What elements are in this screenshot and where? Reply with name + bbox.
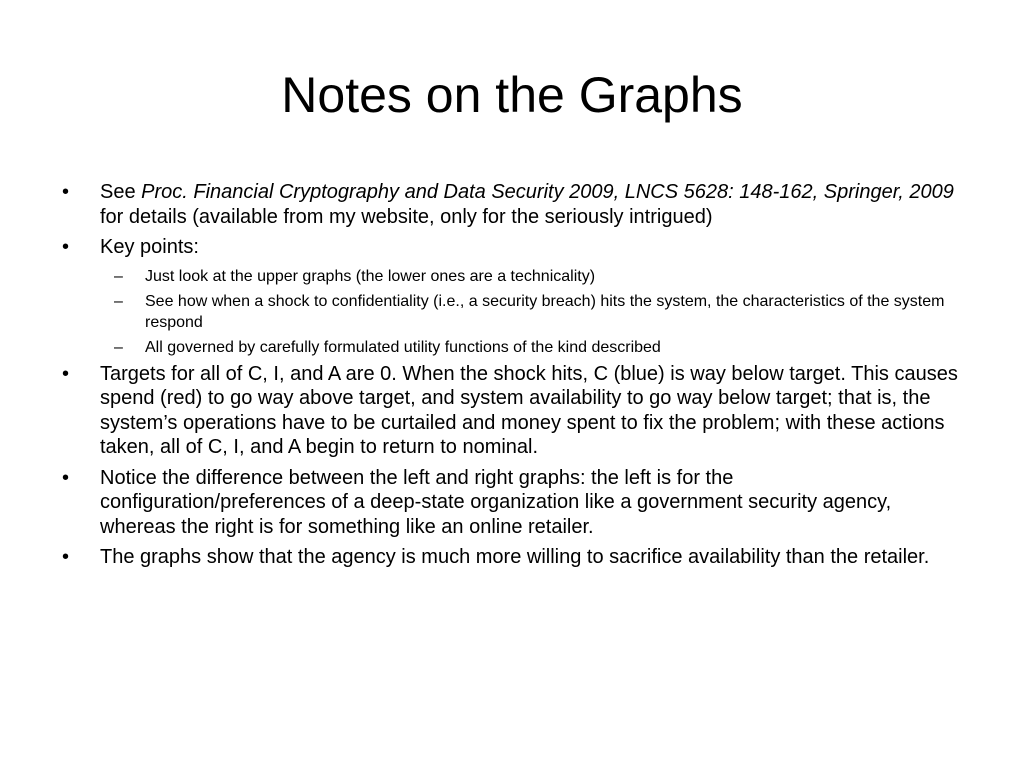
bullet-marker: • xyxy=(62,466,70,489)
bullet-conclusion xyxy=(62,545,962,570)
bullet-marker: • xyxy=(62,362,70,385)
subbullet-marker: – xyxy=(114,338,123,356)
bullet-targets xyxy=(62,362,962,460)
bullet-prefix: See xyxy=(100,181,142,203)
subbullet-shock-response xyxy=(62,291,962,333)
bullet-marker: • xyxy=(62,236,70,258)
subbullet-marker: – xyxy=(114,292,123,310)
subbullet-text: See how when a shock to confidentiality (i.e., a security breach) hits the system, the characteristics of the system respond xyxy=(145,292,945,331)
subbullet-text: Just look at the upper graphs (the lower ones are a technicality) xyxy=(145,267,596,285)
slide-title: Notes on the Graphs xyxy=(281,67,743,123)
subbullet-utility-functions xyxy=(62,337,962,358)
bullet-text: The graphs show that the agency is much more willing to sacrifice availability than the retailer. xyxy=(100,546,930,568)
subbullet-marker: – xyxy=(114,267,123,285)
bullet-text: Key points: xyxy=(100,236,199,258)
bullet-reference xyxy=(62,180,962,229)
bullet-suffix: for details (available from my website, only for the seriously intrigued) xyxy=(100,205,713,228)
bullet-text: Targets for all of C, I, and A are 0. When the shock hits, C (blue) is way below target. This causes spend (red) to go way above target, and system availability to go way below target; that is, the system’s operations have to be curtailed and money spent to fix the problem; with these actions taken, all of C, I, and A begin to return to nominal. xyxy=(100,362,958,458)
citation-text: Proc. Financial Cryptography and Data Security 2009, LNCS 5628: 148-162, Springer, 2009 xyxy=(141,181,954,203)
bullet-text: Notice the difference between the left and right graphs: the left is for the configuration/preferences of a deep-state organization like a government security agency, whereas the right is for something like an online retailer. xyxy=(100,466,892,538)
subbullet-upper-graphs xyxy=(62,266,962,287)
bullet-left-right-difference xyxy=(62,466,962,540)
subbullet-text: All governed by carefully formulated utility functions of the kind described xyxy=(145,338,661,356)
bullet-marker: • xyxy=(62,181,70,203)
bullet-marker: • xyxy=(62,546,70,568)
slide-body xyxy=(62,180,962,576)
bullet-key-points xyxy=(62,235,962,260)
